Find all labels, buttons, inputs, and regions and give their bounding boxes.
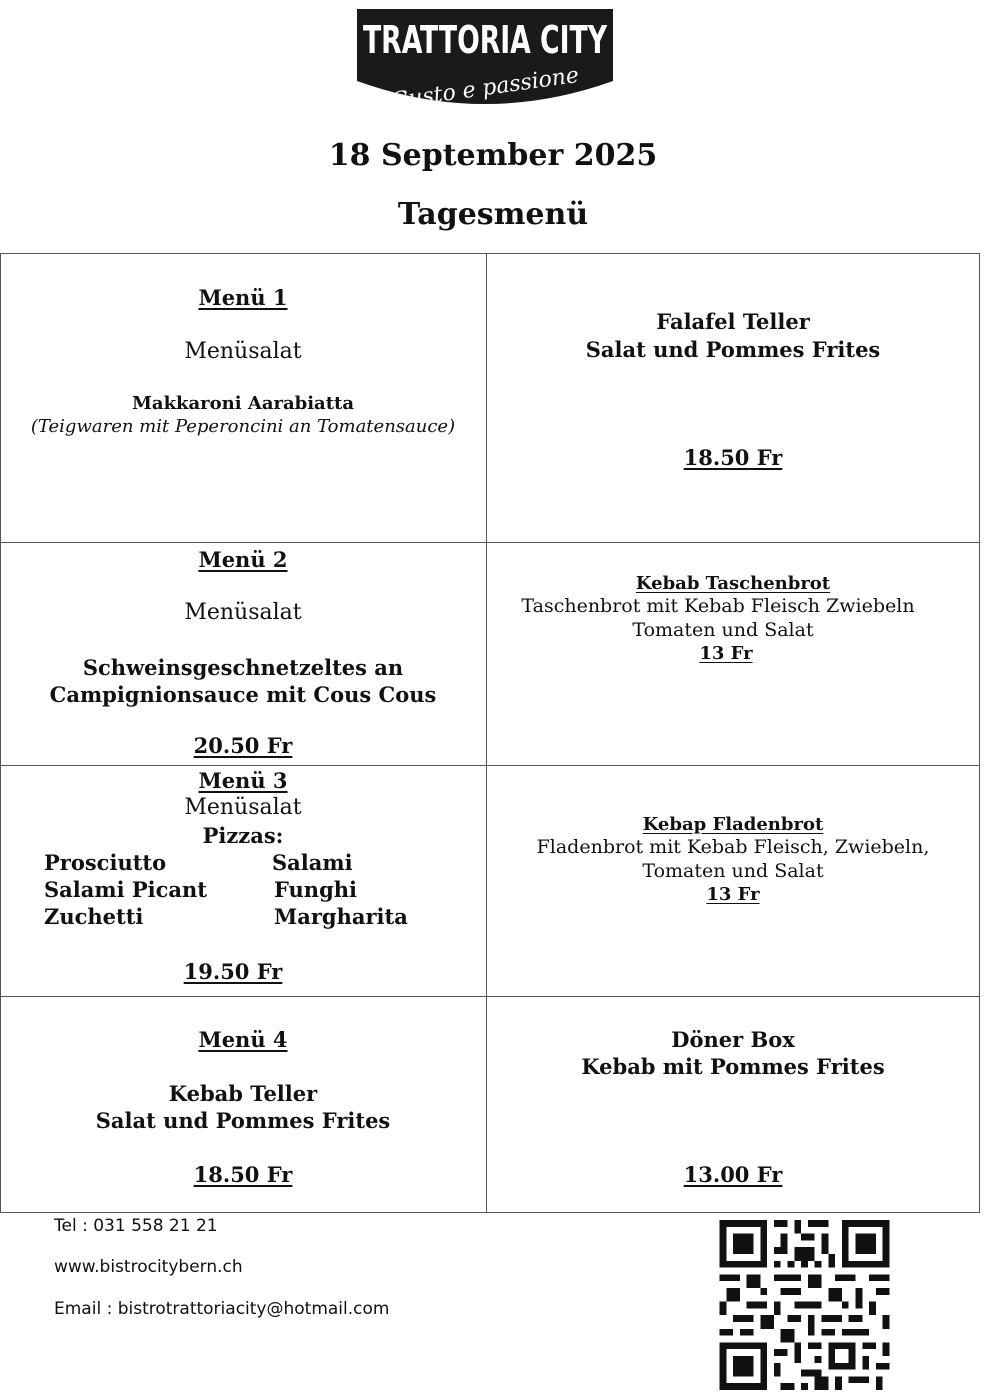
menu-2-cell (0, 543, 487, 766)
menu-1-salad: Menüsalat (184, 339, 302, 364)
menu-4-dish: Kebab Teller (168, 1081, 318, 1106)
menu-2-title: Menü 2 (198, 547, 288, 572)
doner-box-price: 13.00 Fr (683, 1162, 783, 1187)
pizza-margharita: Margharita (274, 904, 408, 929)
footer-website[interactable]: www.bistrocitybern.ch (54, 1257, 243, 1277)
kebap-fladenbrot-cell (487, 766, 980, 997)
falafel-sides: Salat und Pommes Frites (585, 337, 881, 362)
pizza-prosciutto: Prosciutto (44, 850, 167, 875)
kebap-fladenbrot-price: 13 Fr (706, 884, 760, 905)
menu-2-salad: Menüsalat (184, 600, 302, 625)
menu-4-cell (0, 997, 487, 1213)
kebab-taschenbrot-desc-2: Tomaten und Salat (632, 619, 814, 641)
logo-tagline: Gusto e passione (389, 62, 581, 115)
menu-4-title: Menü 4 (198, 1027, 288, 1052)
menu-3-cell (0, 766, 487, 997)
menu-1-description: (Teigwaren mit Peperoncini an Tomatensauce) (30, 416, 456, 437)
menu-4-price: 18.50 Fr (193, 1162, 293, 1187)
menu-3-salad: Menüsalat (184, 795, 302, 820)
kebab-taschenbrot-desc-1: Taschenbrot mit Kebab Fleisch Zwiebeln (521, 595, 915, 617)
menu-1-cell (0, 253, 487, 543)
menu-4-sides: Salat und Pommes Frites (95, 1108, 391, 1133)
menu-3-pizzas-label: Pizzas: (202, 823, 284, 848)
kebab-taschenbrot-title: Kebab Taschenbrot (635, 573, 831, 594)
logo-name: TRATTORIA CITY (363, 18, 608, 62)
doner-box-desc: Kebab mit Pommes Frites (581, 1054, 885, 1079)
page-title: Tagesmenü (397, 197, 589, 232)
qr-code-icon (718, 1220, 891, 1390)
pizza-salami-picant: Salami Picant (44, 877, 207, 902)
menu-3-price: 19.50 Fr (183, 959, 283, 984)
kebap-fladenbrot-desc-2: Tomaten und Salat (642, 860, 824, 882)
footer-phone: Tel : 031 558 21 21 (54, 1216, 218, 1236)
menu-1-dish: Makkaroni Aarabiatta (131, 393, 355, 414)
menu-3-title: Menü 3 (198, 768, 288, 793)
kebap-fladenbrot-title: Kebap Fladenbrot (642, 814, 824, 835)
menu-2-dish-line-2: Campignionsauce mit Cous Cous (49, 682, 437, 707)
menu-2-dish-line-1: Schweinsgeschnetzeltes an (82, 655, 404, 680)
menu-grid (0, 253, 980, 1213)
falafel-title: Falafel Teller (656, 309, 810, 334)
kebab-taschenbrot-cell (487, 543, 980, 766)
doner-box-title: Döner Box (671, 1027, 795, 1052)
menu-date: 18 September 2025 (328, 138, 658, 173)
pizza-zuchetti: Zuchetti (44, 904, 144, 929)
trattoria-logo-icon (357, 9, 613, 115)
menu-1-title: Menü 1 (198, 285, 288, 310)
kebab-taschenbrot-price: 13 Fr (699, 643, 753, 664)
falafel-price: 18.50 Fr (683, 445, 783, 470)
kebap-fladenbrot-desc-1: Fladenbrot mit Kebab Fleisch, Zwiebeln, (536, 836, 930, 858)
pizza-salami: Salami (272, 850, 353, 875)
falafel-cell (487, 253, 980, 543)
pizza-funghi: Funghi (274, 877, 358, 902)
footer-email[interactable]: Email : bistrotrattoriacity@hotmail.com (54, 1299, 390, 1319)
doner-box-cell (487, 997, 980, 1213)
menu-2-price: 20.50 Fr (193, 733, 293, 758)
